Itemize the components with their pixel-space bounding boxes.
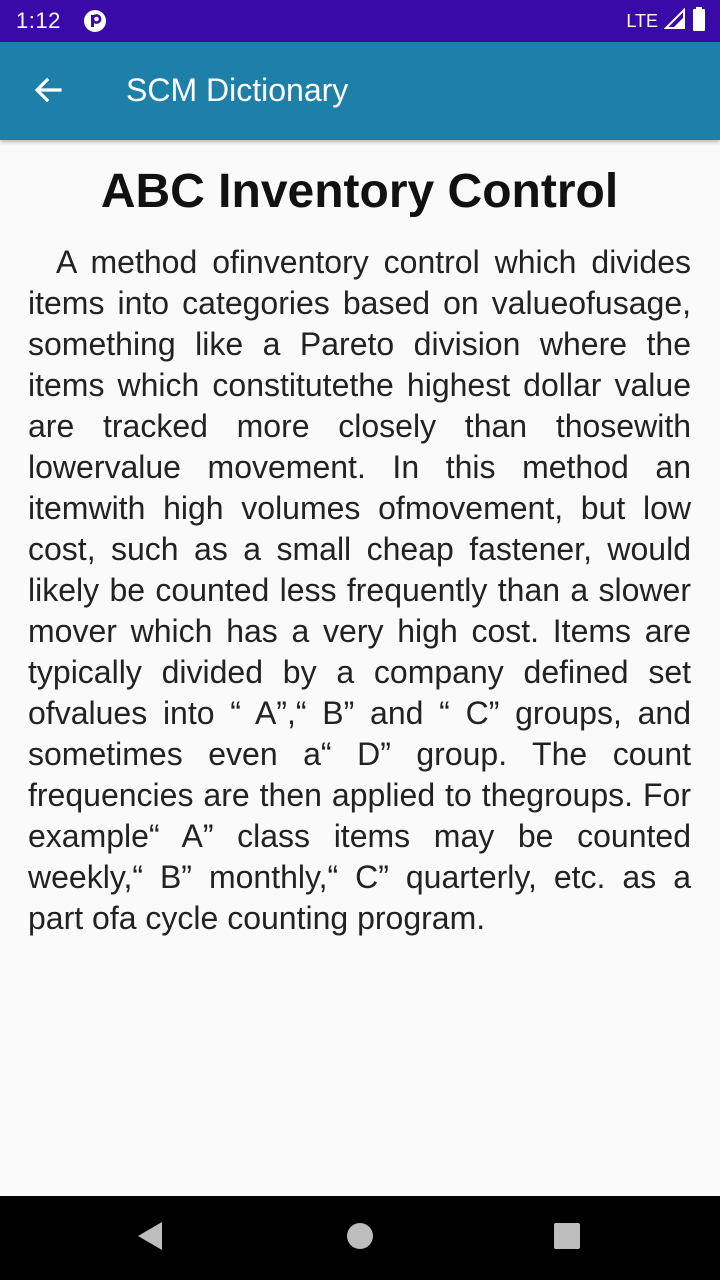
battery-icon: [692, 7, 706, 36]
status-indicators: [626, 8, 706, 34]
signal-icon: [664, 8, 686, 35]
status-bar: [0, 0, 720, 42]
app-title: SCM Dictionary: [126, 72, 349, 108]
arrow-back-icon: [32, 74, 64, 111]
app-bar: [0, 42, 720, 140]
back-triangle-icon: [136, 1220, 164, 1257]
term-content: [28, 156, 691, 939]
nav-home-button[interactable]: [336, 1214, 384, 1262]
nav-back-button[interactable]: [126, 1214, 174, 1262]
term-definition: A method ofinventory control which divides items into categories based on valueofusage, something like a Pareto division where the items which constitutethe highest dollar value are tracked more closely than thosewith lowervalue movement. In this method an itemwith high volumes ofmovement, but low cost, such as a small cheap fastener, would likely be counted less frequently than a slower mover which has a very high cost. Items are typically divided by a company defined set ofvalues into “ A”,“ B” and “ C” groups, and sometimes even a“ D” group. The count frequencies are then applied to thegroups. For example“ A” class items may be counted weekly,“ B” monthly,“ C” quarterly, etc. as a part ofa cycle counting program.: [28, 244, 691, 936]
term-title: ABC Inventory Control: [100, 165, 619, 218]
back-button[interactable]: [20, 64, 76, 120]
app-notification-icon: [83, 9, 107, 33]
recents-square-icon: [553, 1222, 581, 1255]
home-circle-icon: [346, 1222, 374, 1255]
nav-recents-button[interactable]: [543, 1214, 591, 1262]
navigation-bar: [0, 1196, 720, 1280]
status-time: 1:12: [16, 8, 61, 33]
network-type-label: LTE: [626, 10, 658, 31]
